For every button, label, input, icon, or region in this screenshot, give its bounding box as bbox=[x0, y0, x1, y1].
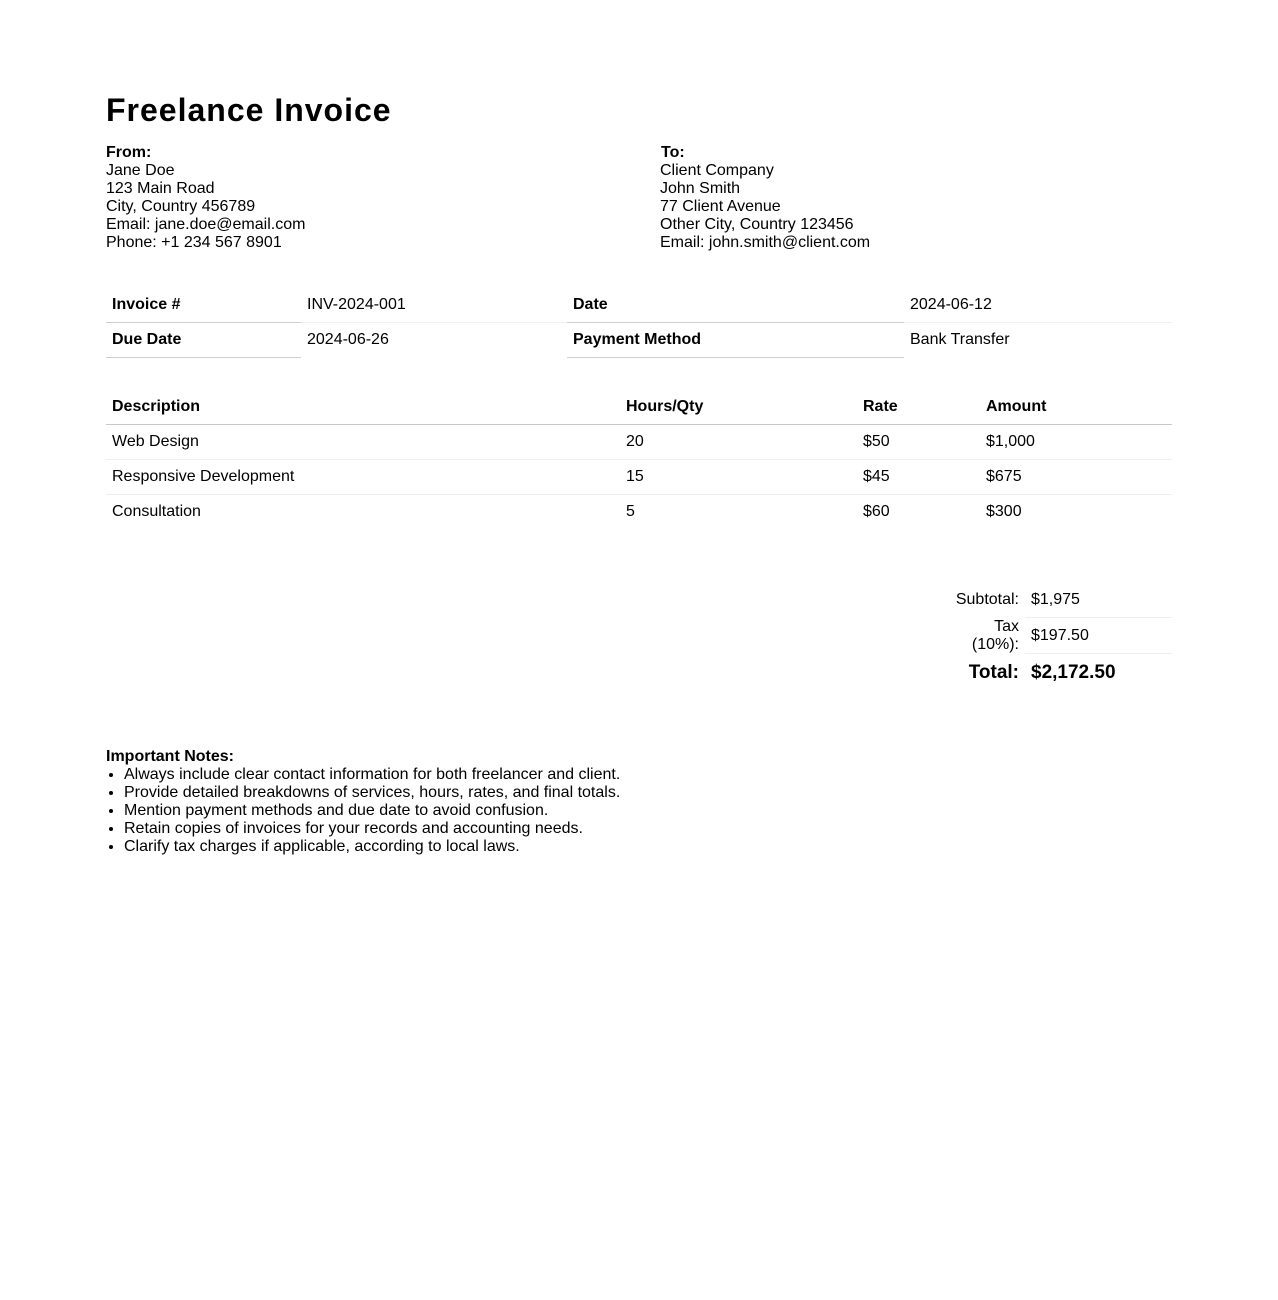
to-address: 77 Client Avenue bbox=[660, 198, 781, 215]
totals-table bbox=[938, 583, 1172, 692]
to-company: Client Company bbox=[660, 162, 774, 179]
tax-value: $197.50 bbox=[1025, 618, 1172, 654]
tax-label: Tax (10%): bbox=[971, 617, 1019, 653]
line-items-table bbox=[106, 390, 1172, 529]
subtotal-label: Subtotal: bbox=[955, 591, 1019, 609]
header-description: Description bbox=[106, 390, 620, 425]
item-amount: $300 bbox=[986, 503, 1022, 520]
from-city: City, Country 456789 bbox=[106, 198, 256, 215]
meta-row bbox=[106, 323, 1172, 358]
table-row bbox=[106, 425, 1172, 460]
from-email: Email: jane.doe@email.com bbox=[106, 216, 306, 233]
item-qty: 15 bbox=[620, 460, 857, 495]
meta-row bbox=[106, 288, 1172, 323]
notes-section bbox=[106, 748, 1172, 856]
list-item: • Retain copies of invoices for your records and accounting needs. bbox=[124, 820, 1172, 838]
item-description: Consultation bbox=[112, 503, 201, 520]
to-city: Other City, Country 123456 bbox=[660, 216, 854, 233]
list-item: • Clarify tax charges if applicable, according to local laws. bbox=[124, 838, 1172, 856]
table-row bbox=[106, 495, 1172, 530]
item-description: Web Design bbox=[106, 425, 620, 460]
header-rate: Rate bbox=[857, 390, 980, 425]
line-items-header bbox=[106, 390, 1172, 425]
date-value: 2024-06-12 bbox=[904, 288, 1172, 323]
to-label: To: bbox=[661, 144, 685, 161]
item-rate: $45 bbox=[857, 460, 980, 495]
from-label: From: bbox=[106, 144, 152, 161]
from-address: 123 Main Road bbox=[106, 180, 215, 197]
item-qty: 5 bbox=[626, 503, 635, 520]
total-value: $2,172.50 bbox=[1031, 662, 1116, 683]
invoice-number-value: INV-2024-001 bbox=[301, 288, 567, 323]
total-label: Total: bbox=[968, 661, 1019, 683]
parties-section bbox=[106, 144, 1172, 264]
list-item: • Mention payment methods and due date to avoid confusion. bbox=[124, 802, 1172, 820]
tax-row bbox=[938, 618, 1172, 654]
date-label: Date bbox=[567, 288, 904, 323]
payment-method-value: Bank Transfer bbox=[910, 331, 1010, 349]
item-qty: 20 bbox=[620, 425, 857, 460]
item-amount: $1,000 bbox=[980, 425, 1172, 460]
from-name: Jane Doe bbox=[106, 162, 175, 179]
due-date-value: 2024-06-26 bbox=[307, 331, 389, 349]
notes-title: Important Notes: bbox=[106, 748, 234, 765]
invoice-number-label: Invoice # bbox=[106, 288, 301, 323]
page-title: Freelance Invoice bbox=[106, 92, 392, 128]
notes-list bbox=[106, 766, 1172, 856]
header-amount: Amount bbox=[980, 390, 1172, 425]
item-amount: $675 bbox=[980, 460, 1172, 495]
invoice-page bbox=[106, 0, 1172, 856]
invoice-meta-table bbox=[106, 288, 1172, 358]
item-rate: $50 bbox=[857, 425, 980, 460]
subtotal-row bbox=[938, 583, 1172, 618]
to-email: Email: john.smith@client.com bbox=[660, 234, 871, 251]
item-description: Responsive Development bbox=[106, 460, 620, 495]
payment-method-label: Payment Method bbox=[567, 323, 904, 358]
to-contact: John Smith bbox=[660, 180, 741, 197]
item-rate: $60 bbox=[863, 503, 890, 520]
list-item: • Always include clear contact information for both freelancer and client. bbox=[124, 766, 1172, 784]
header-hours-qty: Hours/Qty bbox=[620, 390, 857, 425]
from-phone: Phone: +1 234 567 8901 bbox=[106, 234, 282, 251]
list-item: • Provide detailed breakdowns of services, hours, rates, and final totals. bbox=[124, 784, 1172, 802]
subtotal-value: $1,975 bbox=[1025, 583, 1172, 618]
to-block bbox=[660, 144, 870, 252]
due-date-label: Due Date bbox=[106, 323, 301, 358]
total-row bbox=[938, 654, 1172, 693]
from-block bbox=[106, 144, 305, 252]
table-row bbox=[106, 460, 1172, 495]
